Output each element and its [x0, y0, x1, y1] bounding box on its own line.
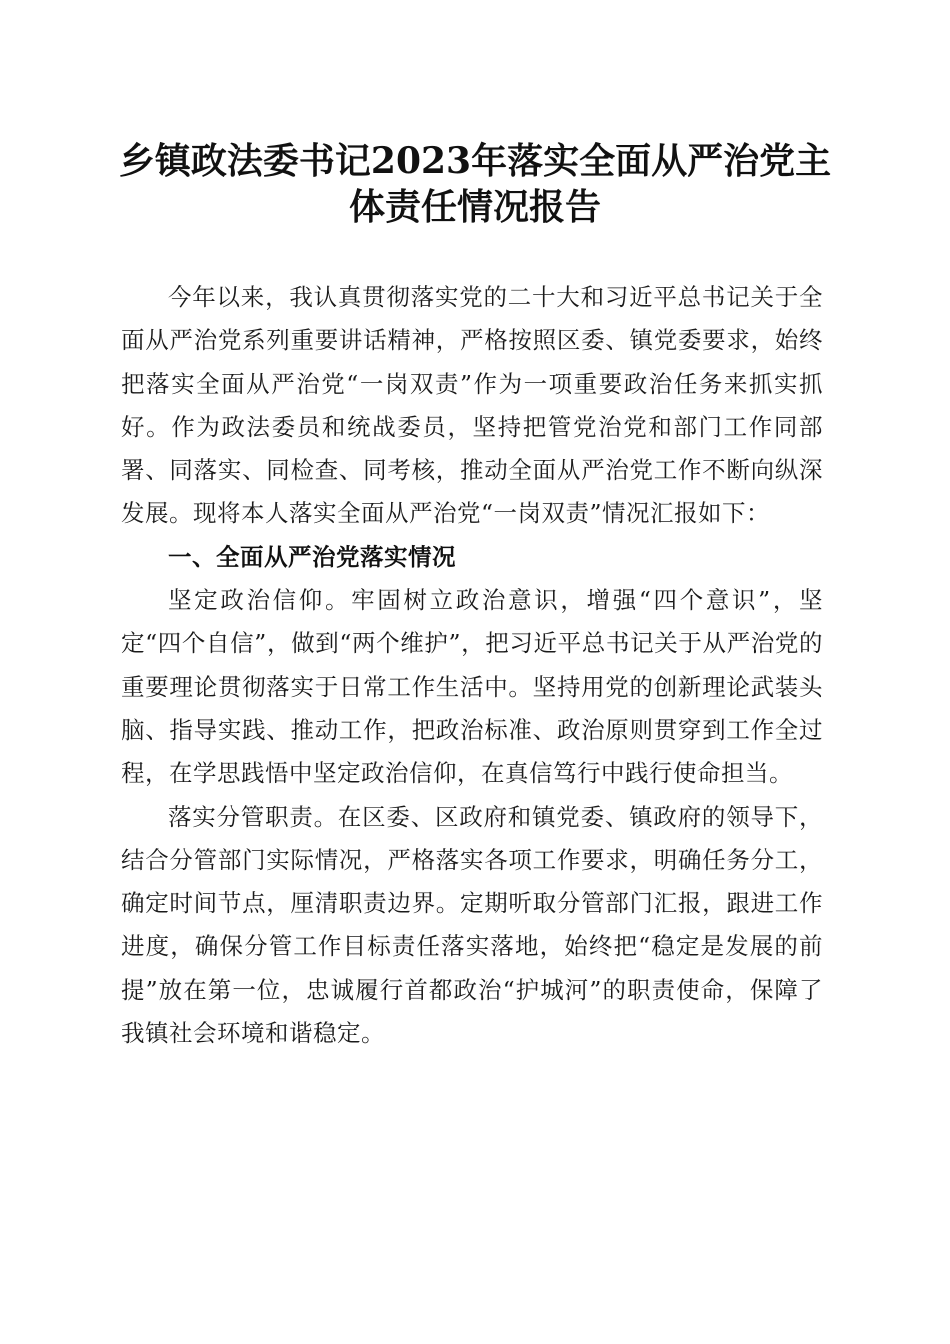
- intro-paragraph: 今年以来，我认真贯彻落实党的二十大和习近平总书记关于全面从严治党系列重要讲话精神，严格按照区委、镇党委要求，始终把落实全面从严治党“一岗双责”作为一项重要政治任务来抓实抓好。作为政法委员和统战委员，坚持把管党治党和部门工作同部署、同落实、同检查、同考核，推动全面从严治党工作不断向纵深发展。现将本人落实全面从严治党“一岗双责”情况汇报如下：: [121, 283, 823, 528]
- paragraph-duties: 落实分管职责。在区委、区政府和镇党委、镇政府的领导下，结合分管部门实际情况，严格落实各项工作要求，明确任务分工，确定时间节点，厘清职责边界。定期听取分管部门汇报，跟进工作进度，确保分管工作目标责任落实落地，始终把“稳定是发展的前提”放在第一位，忠诚履行首都政治“护城河”的职责使命，保障了我镇社会环境和谐稳定。: [121, 802, 823, 1048]
- section-heading: 一、全面从严治党落实情况: [168, 542, 456, 571]
- paragraph-political-belief: 坚定政治信仰。牢固树立政治意识，增强“四个意识”，坚定“四个自信”，做到“两个维护”，把习近平总书记关于从严治党的重要理论贯彻落实于日常工作生活中。坚持用党的创新理论武装头脑、指导实践、推动工作，把政治标准、政治原则贯穿到工作全过程，在学思践悟中坚定政治信仰，在真信笃行中践行使命担当。: [121, 586, 823, 788]
- document-body: [121, 276, 823, 1055]
- document-title: 乡镇政法委书记2023年落实全面从严治党主体责任情况报告: [118, 140, 832, 228]
